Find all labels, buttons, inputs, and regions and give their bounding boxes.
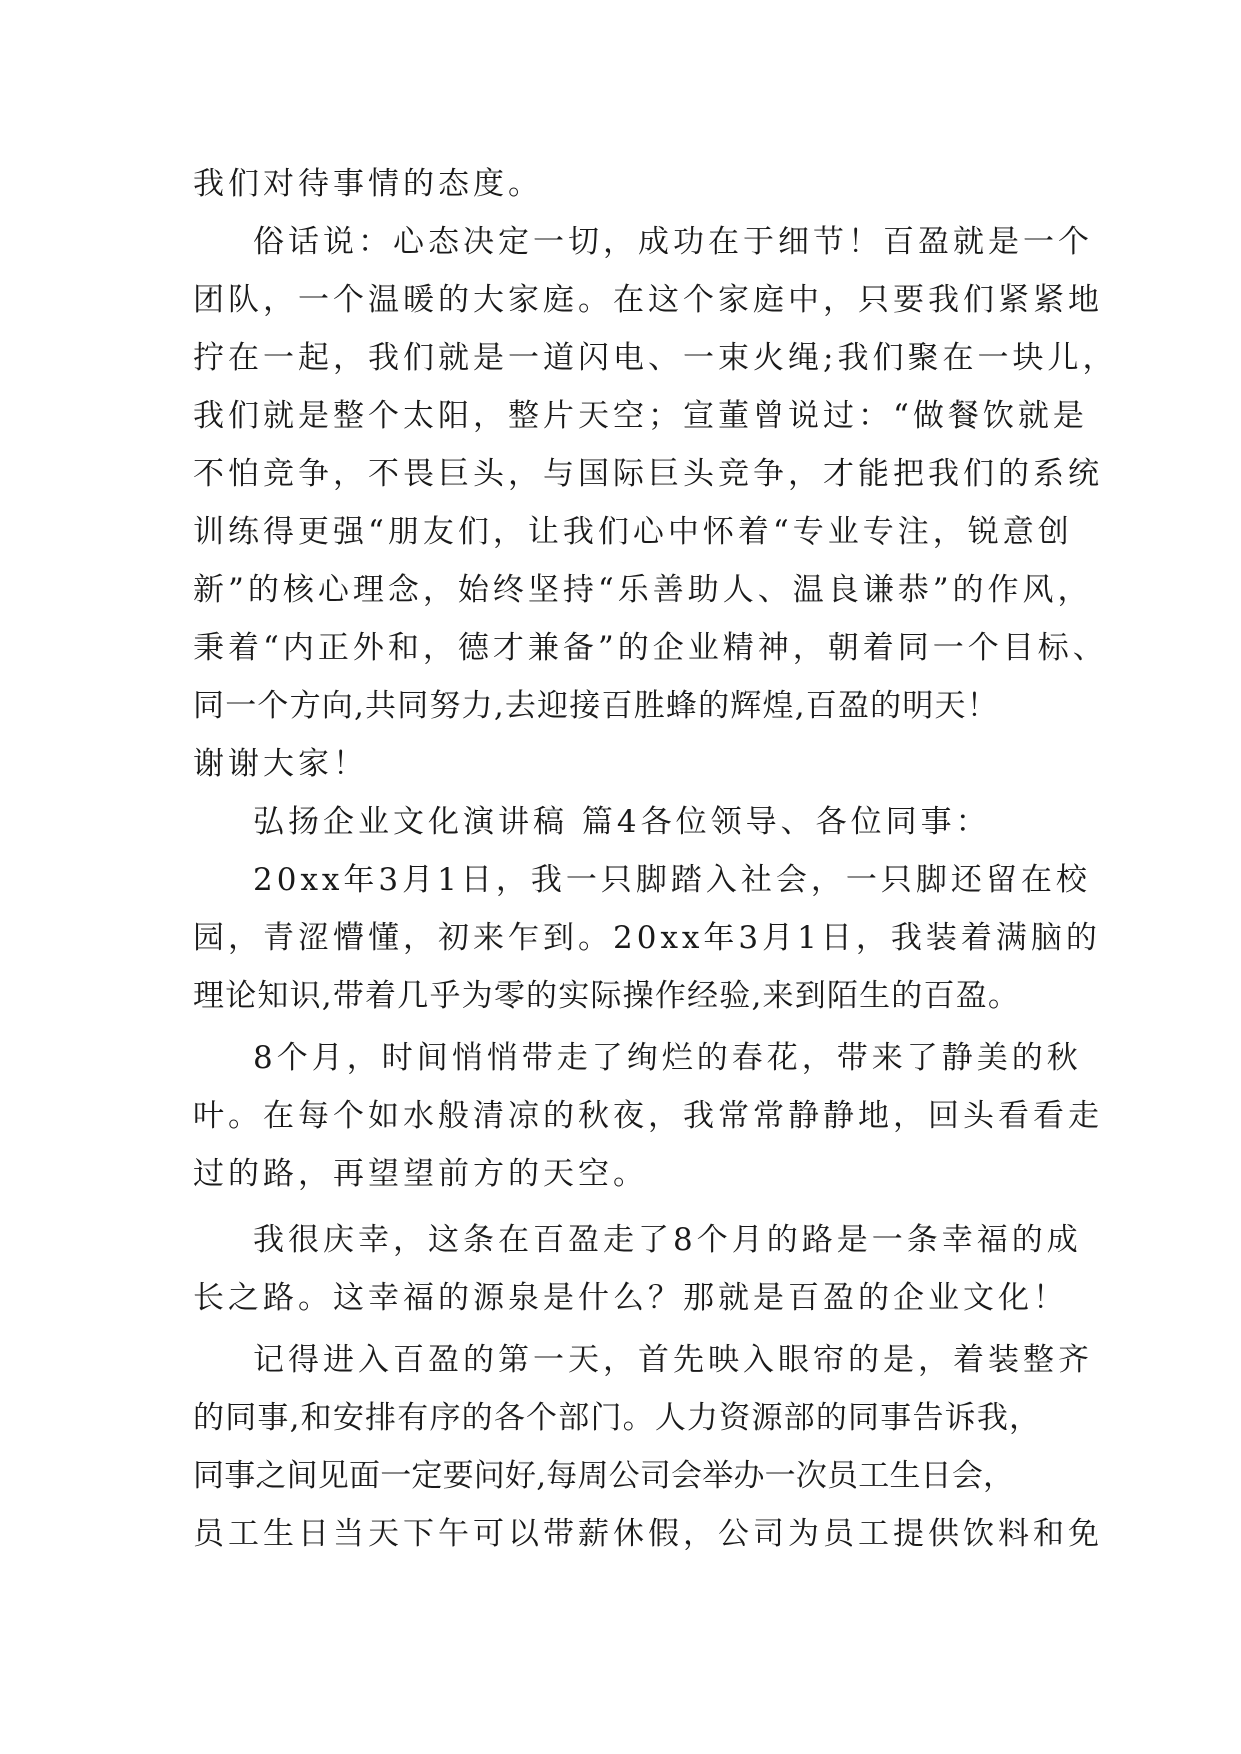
text-line: 理论知识,带着几乎为零的实际操作经验,来到陌生的百盈。: [193, 978, 1021, 1014]
text-line: 我们就是整个太阳，整片天空；宣董曾说过：“做餐饮就是: [193, 398, 1088, 434]
paragraph-start-line: 8个月，时间悄悄带走了绚烂的春花，带来了静美的秋: [253, 1040, 1082, 1076]
text-line: 秉着“内正外和，德才兼备”的企业精神，朝着同一个目标、: [193, 630, 1108, 666]
paragraph-start-line: 俗话说：心态决定一切，成功在于细节！百盈就是一个: [253, 224, 1093, 260]
text-line: 同事之间见面一定要问好,每周公司会举办一次员工生日会，: [193, 1458, 1015, 1494]
text-line: 的同事,和安排有序的各个部门。人力资源部的同事告诉我，: [193, 1400, 1042, 1436]
paragraph-start-line: 20xx年3月1日，我一只脚踏入社会，一只脚还留在校: [253, 862, 1091, 898]
text-line: 过的路，再望望前方的天空。: [193, 1156, 648, 1192]
text-line: 园，青涩懵懂，初来乍到。20xx年3月1日，我装着满脑的: [193, 920, 1101, 956]
text-line: 长之路。这幸福的源泉是什么？那就是百盈的企业文化！: [193, 1280, 1068, 1316]
text-line: 新”的核心理念，始终坚持“乐善助人、温良谦恭”的作风，: [193, 572, 1093, 608]
section-heading: 弘扬企业文化演讲稿 篇4各位领导、各位同事：: [253, 804, 991, 840]
text-line: 不怕竞争，不畏巨头，与国际巨头竞争，才能把我们的系统: [193, 456, 1103, 492]
text-line: 谢谢大家！: [193, 746, 368, 782]
text-line: 训练得更强“朋友们，让我们心中怀着“专业专注，锐意创: [193, 514, 1073, 550]
text-line: 员工生日当天下午可以带薪休假，公司为员工提供饮料和免: [193, 1516, 1103, 1552]
document-body: [193, 155, 1118, 1563]
text-line: 同一个方向,共同努力,去迎接百胜蜂的辉煌,百盈的明天！: [193, 688, 999, 724]
text-line: 团队，一个温暖的大家庭。在这个家庭中，只要我们紧紧地: [193, 282, 1103, 318]
text-line: 拧在一起，我们就是一道闪电、一束火绳;我们聚在一块儿，: [193, 340, 1118, 376]
text-line: 我们对待事情的态度。: [193, 166, 543, 202]
text-line: 叶。在每个如水般清凉的秋夜，我常常静静地，回头看看走: [193, 1098, 1103, 1134]
paragraph-start-line: 记得进入百盈的第一天，首先映入眼帘的是，着装整齐: [253, 1342, 1093, 1378]
paragraph-start-line: 我很庆幸，这条在百盈走了8个月的路是一条幸福的成: [253, 1222, 1082, 1258]
